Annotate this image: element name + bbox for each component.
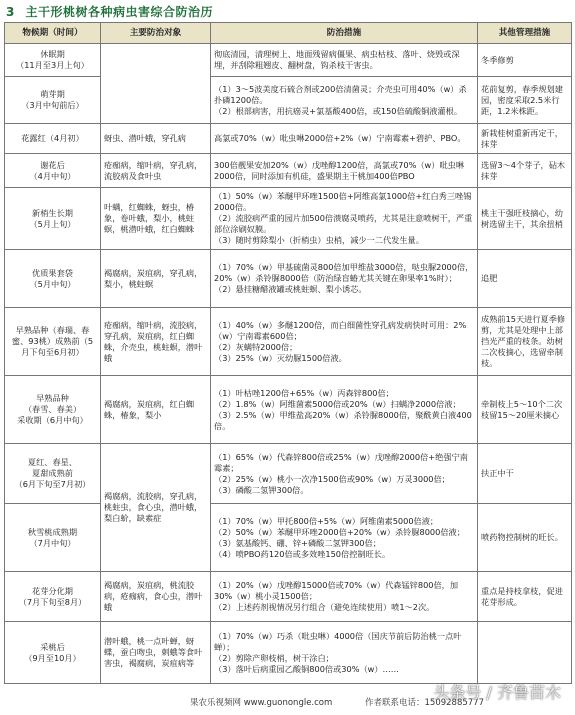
cell-measures: （1）50%（w）苯醚甲环唑1500倍+阿维高氯1000倍+红白秀三唑锡2000倍。 （2）流胶病严重的园片加500倍溃腐灵喷药，尤其是注意喷树干，严重部位涂刷奴膜。 （3）随时剪除梨小（折梢虫）虫梢，减少一二代发生量。 bbox=[211, 188, 478, 250]
cell-other: 花前复剪，春季规划建园，密度采取2.5米行距，1.2米株距。 bbox=[478, 77, 572, 124]
cell-target: 褐腐病，流胶病，穿孔病，桃蛀虫，食心虫，潜叶蛾，梨白蚧，缺素症 bbox=[101, 444, 211, 572]
cell-measures: 高氯或70%（w）吡虫啉2000倍+2%（w）宁南霉素+碧护、PBO。 bbox=[211, 124, 478, 154]
cell-target: 疮痂病，缩叶病，穿孔病，流胶病及食叶虫 bbox=[101, 154, 211, 188]
cell-other: 选留3～4个芽子，砧木抹芽 bbox=[478, 154, 572, 188]
table-row bbox=[5, 444, 572, 504]
table-row bbox=[5, 124, 572, 154]
cell-other: 追肥 bbox=[478, 250, 572, 308]
cell-period: 萌芽期 （3月中旬前后） bbox=[5, 77, 101, 124]
table-row bbox=[5, 250, 572, 308]
header-target: 主要防治对象 bbox=[101, 23, 211, 44]
table-row bbox=[5, 154, 572, 188]
header-measures: 防治措施 bbox=[211, 23, 478, 44]
cell-other: 牵制枝上5～10个二次枝留15～20厘米摘心 bbox=[478, 376, 572, 444]
cell-target bbox=[101, 44, 211, 124]
table-row bbox=[5, 376, 572, 444]
cell-target: 褐腐病，炭疽病，穿孔病，梨小，桃蛀螟 bbox=[101, 250, 211, 308]
cell-measures: （1）40%（w）多醚1200倍，而白细菌性穿孔病发病快时可用：2%（w）宁南霉素600倍； （2）灰螨特2000倍； （3）25%（w）灭幼脲1500倍液。 bbox=[211, 308, 478, 376]
table-row bbox=[5, 77, 572, 124]
cell-measures: （1）70%（w）甲基硫菌灵800倍加甲维盐3000倍，哒虫脲2000倍，20%（w）杀铃脲8000倍（防治绿盲蝽尤其关键在卵果率1%时）； （2）悬挂糖醋液罐或桃蛀螟、梨小诱芯。 bbox=[211, 250, 478, 308]
title-text: 主干形桃树各种病虫害综合防治历 bbox=[25, 5, 214, 19]
cell-target: 潜叶蛾，桃一点叶蝉，蚜蝶，蚕白吻虫，刺蛾等食叶害虫，褐腐病，炭疽病等 bbox=[101, 622, 211, 684]
cell-other: 新栽桂树重新再定干，抹芽 bbox=[478, 124, 572, 154]
cell-measures: （1）3～5波美度石硫合剂或200倍清菌灵；介壳虫可用40%（w）杀扑磷1200倍。 （2）根部病害，用抗癌灵+氯基酸400倍，或150倍硫酸铜液灌根。 bbox=[211, 77, 478, 124]
cell-target: 褐腐病，炭疽病，桃流胶病，疮痂病，食心虫，潜叶蛾 bbox=[101, 572, 211, 622]
cell-measures: （1）20%（w）戊唑醇15000倍或70%（w）代森锰锌800倍，加30%（w）桃小灵1500倍； （2）上述药剂视情况另行组合（避免连续使用）喷1～2次。 bbox=[211, 572, 478, 622]
table-row bbox=[5, 622, 572, 684]
cell-other: 扶正中干 bbox=[478, 444, 572, 504]
header-row bbox=[5, 23, 572, 44]
title-number: 3 bbox=[6, 5, 15, 19]
cell-measures: （1）65%（w）代森锌800倍或25%（w）戊唑醇2000倍+绝强宁南霉素； （2）25%（w）桃小一次净1500倍或90%（w）万灵3000倍； （3）磷酸二氢钾300倍。 bbox=[211, 444, 478, 504]
watermark: 头条号 / 齐鲁苗木 bbox=[433, 683, 561, 702]
header-period: 物候期（时间） bbox=[5, 23, 101, 44]
cell-measures: （1）叶枯唑1200倍+65%（w）丙森锌800倍； （2）1.8%（w）阿维菌素5000倍或20%（w）扫螨净2000倍液； （3）2.5%（w）甲维盐高20%（w）杀铃脲8000倍，聚酰黄白液400倍。 bbox=[211, 376, 478, 444]
cell-period: 休眠期 （11月至3月上旬） bbox=[5, 44, 101, 77]
table-row bbox=[5, 44, 572, 77]
cell-other: 喷药物控制树的旺长。 bbox=[478, 504, 572, 572]
cell-other: 冬季修剪 bbox=[478, 44, 572, 77]
table-row bbox=[5, 188, 572, 250]
cell-target: 疮痂病，缩叶病，流胶病，穿孔病，炭疽病，红白蜘蛛，介壳虫，桃蛀螟，潜叶蛾 bbox=[101, 308, 211, 376]
pest-control-table bbox=[4, 22, 572, 684]
footer-contact: 作者联系电话：15092885777 bbox=[365, 698, 484, 708]
cell-other bbox=[478, 622, 572, 684]
cell-period: 采桃后 （9月至10月） bbox=[5, 622, 101, 684]
table-row bbox=[5, 572, 572, 622]
cell-period: 早熟品种 （春雪、春美） 采收期（6月中旬） bbox=[5, 376, 101, 444]
footer-site: 果农乐视频网 www.guonongle.com bbox=[190, 698, 333, 708]
cell-period: 早熟品种（春瑞、春蜜、93桃）成熟前（5月下旬至6月初） bbox=[5, 308, 101, 376]
cell-period: 优质果套袋 （5月中旬） bbox=[5, 250, 101, 308]
cell-period: 花芽分化期 （7月下旬至8月） bbox=[5, 572, 101, 622]
table-row bbox=[5, 504, 572, 572]
cell-measures: 彻底清园，清理树上、地面残留病僵果、病虫枯枝、落叶、烧毁或深埋，并刮除粗翘皮、翻树盘，钩杀枝干害虫。 bbox=[211, 44, 478, 77]
cell-measures: （1）70%（w）甲托800倍+5%（w）阿维菌素5000倍液； （2）50%（w）苯醚甲环唑2000倍+20%（w）杀铃脲8000倍液； （3）氨基酸钙、硼、锌+磷酸二氢钾300倍； （4）喷PBO药120倍或多效唑150倍控制旺长。 bbox=[211, 504, 478, 572]
cell-target: 蚜虫、潜叶蛾，穿孔病 bbox=[101, 124, 211, 154]
cell-measures: （1）70%（w）巧杀（吡虫啉）4000倍（国庆节前后防治桃一点叶蝉）； （2）剪除产卵枝梢，树干涂白； （3）落叶后病重园乙酸铜800倍或30%（w）…… bbox=[211, 622, 478, 684]
table-title bbox=[6, 3, 213, 20]
cell-period: 秋雪桃成熟期 （7月中旬） bbox=[5, 504, 101, 572]
cell-measures: 300倍靓果安加20%（w）戊唑醇1200倍，高氯或70%（w）吡虫啉2000倍，同时添加有机硅，盛果期主干桃加400倍PBO bbox=[211, 154, 478, 188]
cell-period: 谢花后 （4月中旬） bbox=[5, 154, 101, 188]
cell-period: 夏红、春星、 夏甜成熟前 （6月下旬至7月初） bbox=[5, 444, 101, 504]
cell-target: 叶螨，红蜘蛛，蚜虫，椿象，卷叶蛾，梨小，桃蛀螟，桃潜叶蛾，红白蜘蛛 bbox=[101, 188, 211, 250]
cell-period: 花露红（4月初） bbox=[5, 124, 101, 154]
cell-other: 成熟前15天进行夏季修剪，尤其是处理中上部挡光严重的枝条。幼树二次枝摘心，选留牵制枝。 bbox=[478, 308, 572, 376]
header-other: 其他管理措施 bbox=[478, 23, 572, 44]
cell-period: 新梢生长期 （5月上旬） bbox=[5, 188, 101, 250]
cell-other: 重点是持枝拿枝，促进花芽形成。 bbox=[478, 572, 572, 622]
cell-other: 桃主干强旺枝摘心，幼树选留主干，其余扭梢 bbox=[478, 188, 572, 250]
cell-target: 褐腐病，炭疽病，红白蜘蛛，椿象，梨小 bbox=[101, 376, 211, 444]
table-row bbox=[5, 308, 572, 376]
